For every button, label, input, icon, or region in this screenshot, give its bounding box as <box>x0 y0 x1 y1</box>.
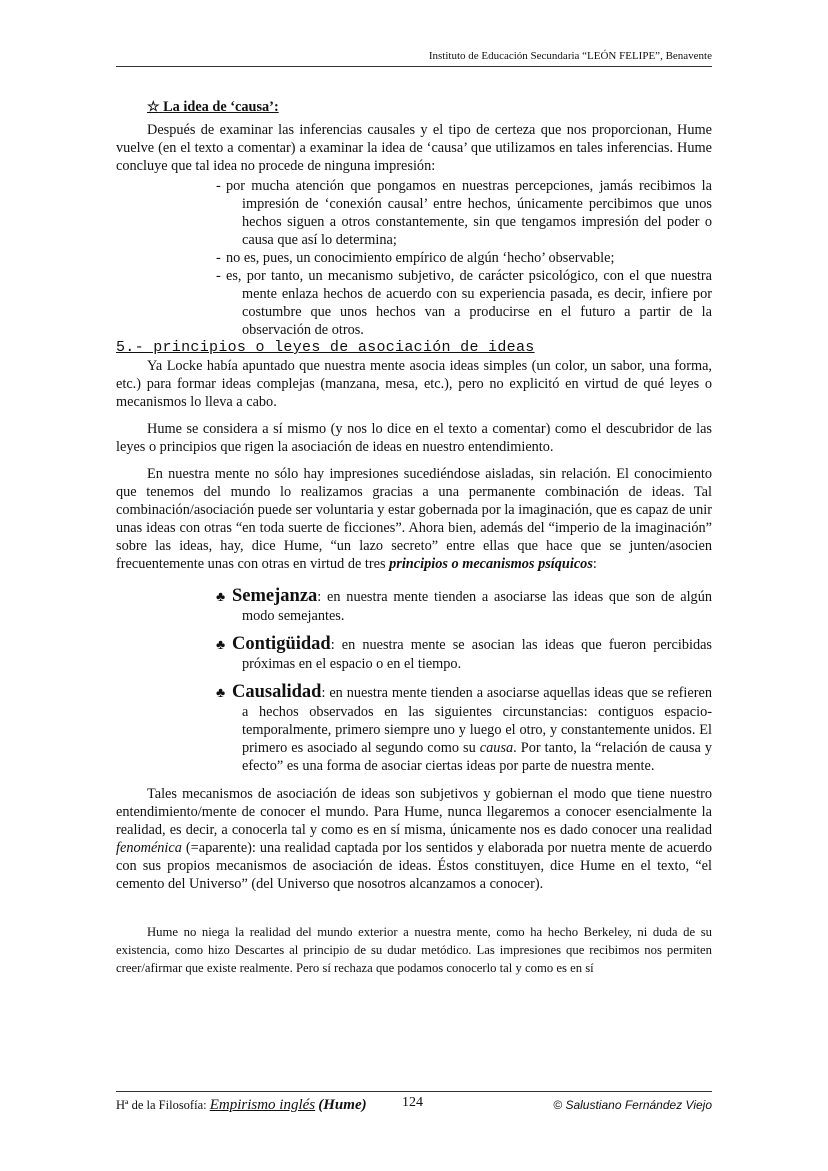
principles-list <box>116 587 712 775</box>
section-title-5: 5.- principios o leyes de asociación de ideas <box>116 339 535 356</box>
emphasis-fenomenica: fenoménica <box>116 840 182 856</box>
header-divider <box>116 66 712 67</box>
list-item: - no es, pues, un conocimiento empírico de algún ‘hecho’ observable; <box>216 250 615 266</box>
cause-list <box>116 177 712 339</box>
principle-item-causalidad: ♣ Causalidad: en nuestra mente tienden a asociarse aquellas ideas que se refieren a hechos observados en las siguientes circunstancias: contiguos espacio-temporalmente, primero siempre uno y luego el otro, y constantemente unidos. El primero es asociado al segundo como su causa. Por tanto, la “relación de causa y efecto” es una forma de asociar ciertas ideas por parte de nuestra mente. <box>216 682 712 774</box>
emphasis-causa: causa <box>479 740 514 756</box>
dash-bullet: - <box>216 250 221 266</box>
paragraph-hume-discoverer: Hume se considera a sí mismo (y nos lo dice en el texto a comentar) como el descubridor de las leyes o principios que rigen la asociación de ideas en nuestro entendimiento. <box>116 421 712 455</box>
principle-term: Contigüidad <box>232 634 331 654</box>
footer-divider <box>116 1091 712 1092</box>
paragraph-locke: Ya Locke había apuntado que nuestra mente asocia ideas simples (un color, un sabor, una forma, etc.) para formar ideas complejas (manzana, mesa, etc.), pero no explicitó en virtud de qué leyes o mecanismos lo lleva a cabo. <box>116 358 712 410</box>
page-content <box>116 98 712 977</box>
dash-bullet: - <box>216 178 221 194</box>
heading-text: La idea de ‘causa’: <box>163 99 279 115</box>
page-header: Instituto de Educación Secundaria “LEÓN FELIPE”, Benavente <box>428 50 712 62</box>
club-bullet-icon: ♣ <box>216 590 226 605</box>
paragraph-mechanisms: Tales mecanismos de asociación de ideas son subjetivos y gobiernan el modo que tiene nuestro entendimiento/mente de conocer el mundo. Para Hume, nunca llegaremos a conocer esencialmente la realidad, es decir, a conocerla tal y como es en sí misma, únicamente nos es dado conocer una realidad fenoménica (=aparente): una realidad captada por los sentidos y elaborada por nuetra mente de acuerdo con sus propios mecanismos de asociación de ideas. Éstos constituyen, dice Hume en el texto, “el cemento del Universo” (del Universo que nosotros alcanzamos a conocer). <box>116 786 713 892</box>
principle-term: Causalidad <box>232 682 322 702</box>
dash-bullet: - <box>216 268 221 284</box>
paragraph-external-world: Hume no niega la realidad del mundo exterior a nuestra mente, como ha hecho Berkeley, ni duda de su existencia, como hizo Descartes al principio de su dudar metódico. Las impresiones que recibimos nos permiten creer/afirmar que existe realmente. Pero sí rechaza que podamos conocerlo tal y como es en sí <box>116 925 712 975</box>
emphasis-principles: principios o mecanismos psíquicos <box>389 556 593 572</box>
principle-item-contiguidad: ♣ Contigüidad: en nuestra mente se asocian las ideas que fueron percibidas próximas en el espacio o en el tiempo. <box>216 634 712 672</box>
footer-copyright: © Salustiano Fernández Viejo <box>553 1098 712 1112</box>
star-icon: ☆ <box>147 100 160 115</box>
section-heading-cause <box>147 98 712 117</box>
paragraph-cause-intro: Después de examinar las inferencias causales y el tipo de certeza que nos proporcionan, Hume vuelve (en el texto a comentar) a examinar la idea de ‘causa’ que utilizamos en tales inferencias. Hume concluye que tal idea no procede de ninguna impresión: <box>116 122 712 174</box>
principle-item-semejanza: ♣ Semejanza: en nuestra mente tienden a asociarse las ideas que son de algún modo semejantes. <box>216 586 712 624</box>
principle-term: Semejanza <box>232 586 318 606</box>
footer-author: (Hume) <box>318 1097 367 1113</box>
list-item: - por mucha atención que pongamos en nuestras percepciones, jamás recibimos la impresión de ‘conexión causal’ entre hechos, únicamente percibimos que unos hechos siguen a otros constantemente, sin que tengamos impresión del poder o causa que así lo determina; <box>216 178 712 248</box>
page-number: 124 <box>402 1095 423 1110</box>
list-item: - es, por tanto, un mecanismo subjetivo, de carácter psicológico, con el que nuestra mente enlaza hechos de acuerdo con su experiencia pasada, es decir, infiere por costumbre que unos hechos van a producirse en el futuro a partir de la observación de otros. <box>216 268 712 338</box>
club-bullet-icon: ♣ <box>216 686 226 701</box>
club-bullet-icon: ♣ <box>216 638 226 653</box>
footer-course: Hª de la Filosofía: Empirismo inglés (Hume) <box>116 1097 367 1113</box>
paragraph-association: En nuestra mente no sólo hay impresiones sucediéndose aisladas, sin relación. El conocimiento que tenemos del mundo lo realizamos gracias a una permanente combinación de ideas. Tal combinación/asociación puede ser voluntaria y estar gobernada por la imaginación, que es capaz de unir unas ideas con otras “en toda suerte de ficciones”. Ahora bien, además del “imperio de la imaginación” sobre las ideas, hay, dice Hume, “un lazo secreto” entre ellas que hace que se junten/asocien frecuentemente unas con otras en virtud de tres principios o mecanismos psíquicos: <box>116 466 712 572</box>
footer-work-title: Empirismo inglés <box>209 1097 316 1113</box>
